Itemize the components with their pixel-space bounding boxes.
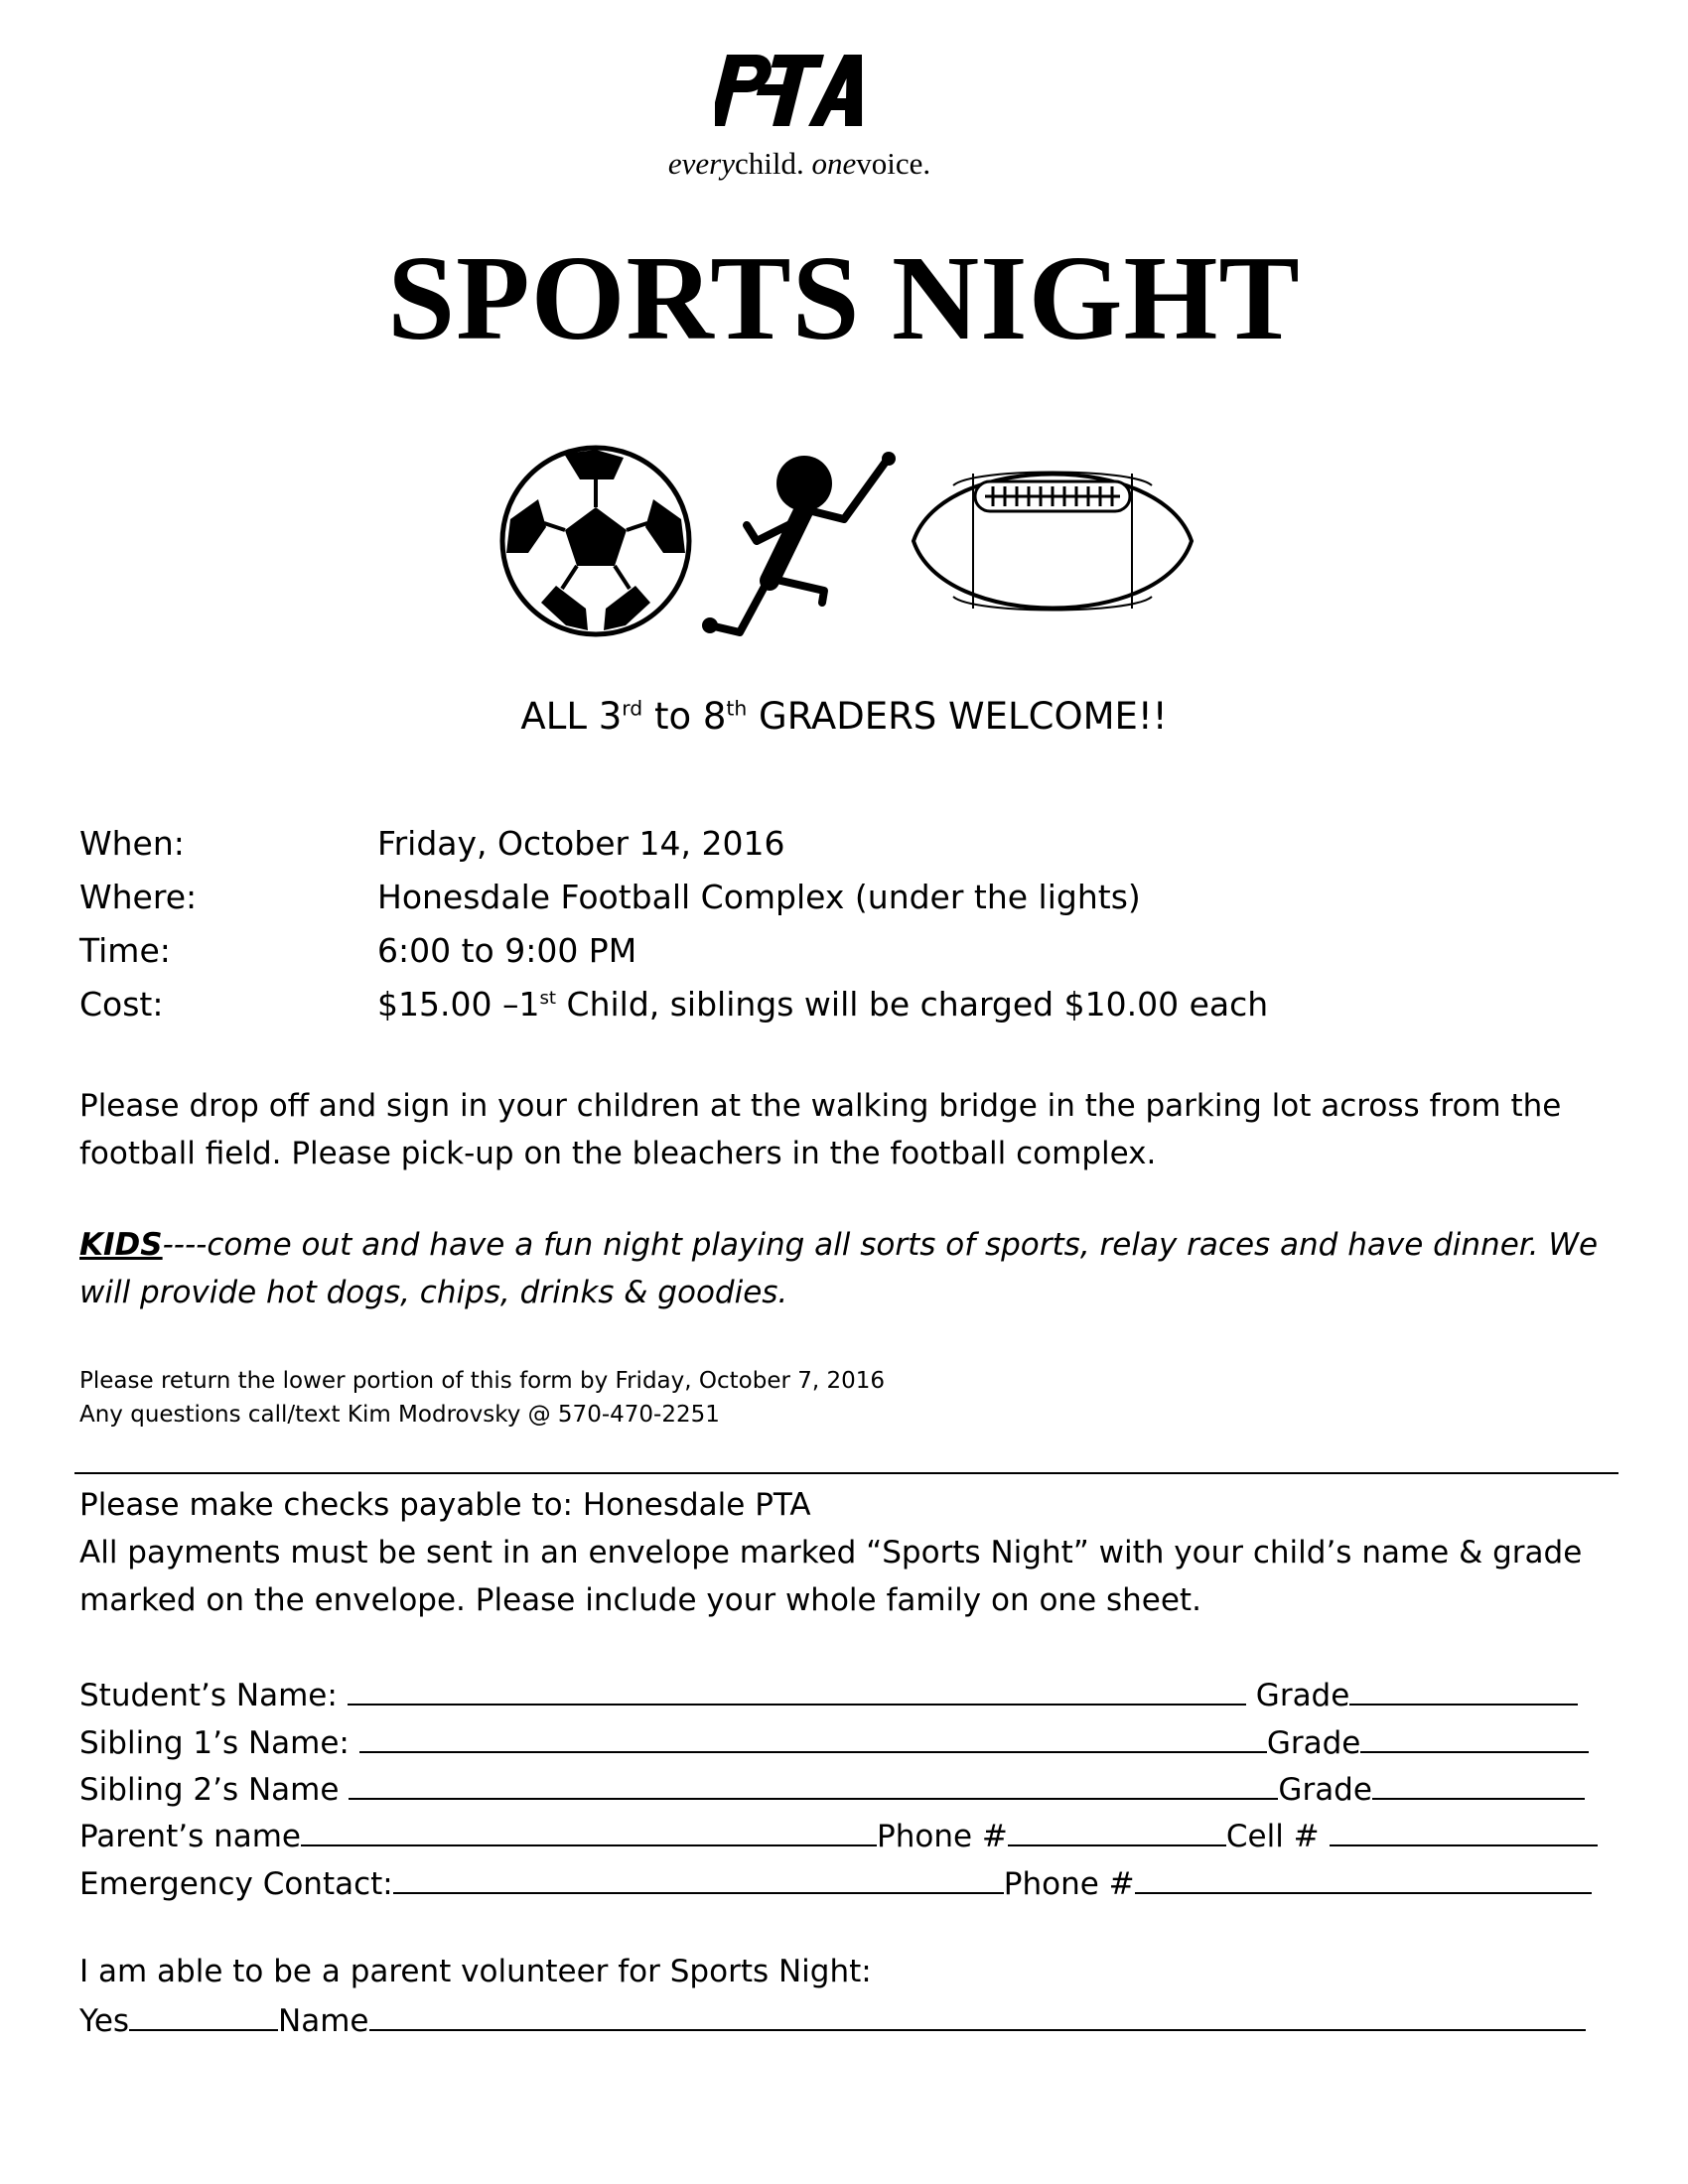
- sibling2-name-field[interactable]: [349, 1792, 1278, 1800]
- welcome-heading: [0, 695, 1688, 738]
- sibling1-row: [79, 1717, 1609, 1761]
- parent-row: [79, 1811, 1609, 1854]
- cut-divider: [74, 1472, 1618, 1474]
- volunteer-text: I am able to be a parent volunteer for Sports Night:: [79, 1954, 872, 1989]
- parent-name-field[interactable]: [301, 1839, 877, 1846]
- volunteer-yes-field[interactable]: [129, 2023, 278, 2031]
- student-row: [79, 1670, 1609, 1713]
- detail-where: [79, 878, 1141, 916]
- phone-label: Phone #: [1003, 1866, 1135, 1902]
- sibling2-row: [79, 1764, 1609, 1808]
- student-grade-field[interactable]: [1349, 1698, 1578, 1706]
- yes-label: Yes: [79, 2003, 130, 2039]
- welcome-part: to 8: [642, 695, 727, 738]
- soccer-ball-icon: [496, 442, 695, 640]
- registered-mark: ®: [844, 59, 854, 73]
- volunteer-row: [79, 1995, 1609, 2039]
- student-name-label: Student’s Name:: [79, 1678, 338, 1713]
- grade-label: Grade: [1255, 1678, 1350, 1713]
- detail-value-sup: st: [539, 988, 557, 1009]
- kids-label: KIDS: [79, 1227, 163, 1263]
- detail-label: When:: [79, 824, 185, 863]
- detail-value: Friday, October 14, 2016: [377, 824, 785, 863]
- page-title: SPORTS NIGHT: [387, 231, 1301, 365]
- cell-label: Cell #: [1225, 1819, 1320, 1854]
- detail-value: 6:00 to 9:00 PM: [377, 931, 637, 970]
- sibling1-grade-field[interactable]: [1360, 1745, 1589, 1753]
- emergency-row: [79, 1858, 1609, 1902]
- grade-label: Grade: [1266, 1725, 1361, 1761]
- welcome-part: GRADERS WELCOME!!: [747, 695, 1168, 738]
- detail-label: Time:: [79, 931, 171, 970]
- phone-label: Phone #: [877, 1819, 1008, 1854]
- payment-section: [79, 1481, 1609, 1624]
- sibling1-name-field[interactable]: [359, 1745, 1267, 1753]
- student-name-field[interactable]: [348, 1698, 1246, 1706]
- sibling2-grade-field[interactable]: [1372, 1792, 1585, 1800]
- pta-wordmark: [715, 55, 864, 129]
- grade-label: Grade: [1278, 1772, 1372, 1808]
- parent-name-label: Parent’s name: [79, 1819, 302, 1854]
- emergency-contact-field[interactable]: [393, 1886, 1004, 1894]
- kids-paragraph: [79, 1221, 1628, 1316]
- pta-tagline: [576, 146, 1023, 182]
- tagline-part: every: [667, 146, 735, 181]
- parent-cell-field[interactable]: [1330, 1839, 1598, 1846]
- sibling2-name-label: Sibling 2’s Name: [79, 1772, 340, 1808]
- sibling1-name-label: Sibling 1’s Name:: [79, 1725, 350, 1761]
- tagline-part: one: [811, 146, 857, 181]
- detail-time: [79, 931, 637, 970]
- volunteer-name-field[interactable]: [369, 2023, 1586, 2031]
- welcome-sup: th: [726, 696, 748, 721]
- envelope-instructions: All payments must be sent in an envelope marked “Sports Night” with your child’s name & grade marked on the envelope. Please include your whole family on one sheet.: [79, 1535, 1583, 1618]
- return-note: Please return the lower portion of this form by Friday, October 7, 2016: [79, 1368, 886, 1394]
- kids-text: ----come out and have a fun night playing all sorts of sports, relay races and have dinner. We will provide hot dogs, chips, drinks & goodies.: [79, 1227, 1599, 1310]
- detail-label: Cost:: [79, 985, 164, 1024]
- detail-value: $15.00 –1: [377, 985, 540, 1024]
- detail-when: [79, 824, 785, 863]
- detail-label: Where:: [79, 878, 198, 916]
- emergency-phone-field[interactable]: [1135, 1886, 1592, 1894]
- tagline-part: child.: [734, 146, 812, 181]
- name-label: Name: [278, 2003, 369, 2039]
- checks-payable: Please make checks payable to: Honesdale PTA: [79, 1487, 811, 1523]
- emergency-contact-label: Emergency Contact:: [79, 1866, 393, 1902]
- running-stick-figure-icon: [695, 442, 904, 650]
- detail-value: Child, siblings will be charged $10.00 each: [556, 985, 1269, 1024]
- football-icon: [904, 442, 1201, 640]
- pta-wordmark-text: PTA: [715, 55, 717, 56]
- welcome-sup: rd: [622, 696, 643, 721]
- parent-phone-field[interactable]: [1008, 1839, 1226, 1846]
- welcome-part: ALL 3: [520, 695, 623, 738]
- detail-cost: [79, 985, 1269, 1024]
- tagline-part: voice.: [856, 146, 931, 181]
- questions-note: Any questions call/text Kim Modrovsky @ 570-470-2251: [79, 1402, 720, 1428]
- detail-value: Honesdale Football Complex (under the lights): [377, 878, 1141, 916]
- dropoff-paragraph: Please drop off and sign in your children at the walking bridge in the parking lot across from the football field. Please pick-up on the bleachers in the football complex.: [79, 1088, 1562, 1171]
- pta-logo: [576, 55, 1023, 184]
